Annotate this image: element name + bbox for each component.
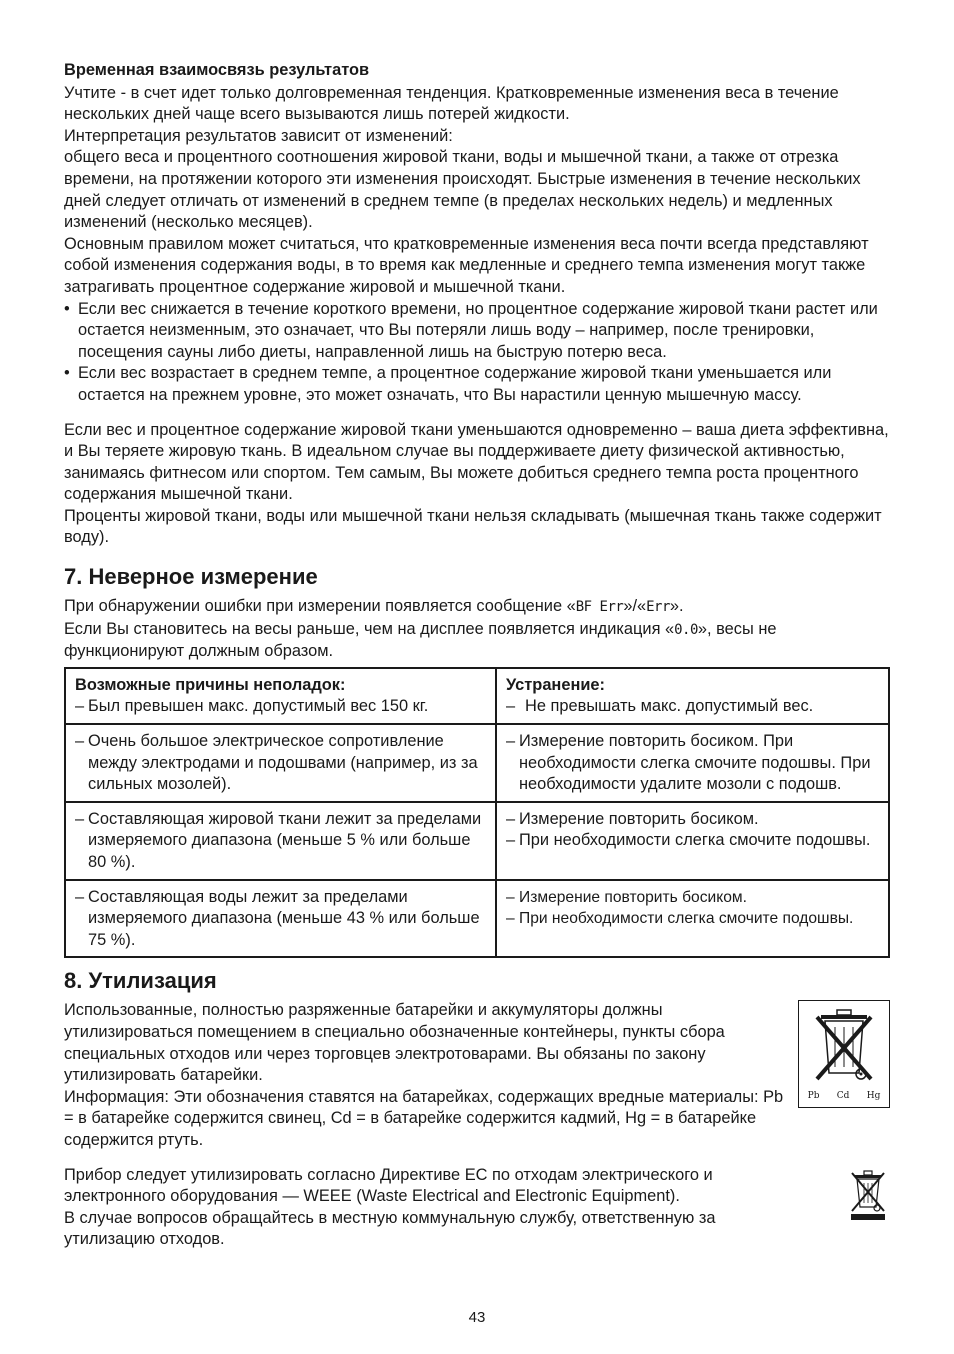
lcd-zero: 0.0: [674, 621, 698, 638]
weee-block: [64, 1165, 890, 1251]
error-message-paragraph: При обнаружении ошибки при измерении появляется сообщение «BF Err»/«Err».: [64, 597, 684, 616]
table-header-fix: Устранение:: [506, 675, 605, 694]
bullet-item: • Если вес снижается в течение короткого времени, но процентное содержание жировой ткани растет или остается неизменным, это означает, что Вы потеряли лишь воду – например, после тренировки, посещения сауны либо диеты, направленной лишь на быструю потерю веса.: [64, 299, 890, 364]
chem-label: Pb: [807, 1091, 820, 1102]
section-8: [64, 968, 890, 1251]
crossed-bin-weee-icon: [848, 1169, 888, 1221]
paragraph: Интерпретация результатов зависит от изменений:: [64, 126, 453, 145]
section-title: 8. Утилизация: [64, 968, 217, 994]
chem-label: Cd: [836, 1091, 850, 1102]
cause-item: – Составляющая воды лежит за пределами измеряемого диапазона (меньше 43 % или больше 75 %).: [75, 887, 487, 952]
paragraph: Прибор следует утилизировать согласно Директиве ЕС по отходам электрического и электронного оборудования — WEEE (Waste Electrical and Electronic Equipment).: [64, 1165, 713, 1206]
fix-item: – Измерение повторить босиком.: [506, 809, 880, 831]
weee-text-column: [64, 1165, 784, 1251]
cause-item: – Очень большое электрическое сопротивление между электродами и подошвами (например, из за сильных мозолей).: [75, 731, 487, 796]
section-title: 7. Неверное измерение: [64, 564, 318, 590]
lcd-bf-err: BF Err: [575, 599, 624, 616]
page-number: 43: [468, 1309, 486, 1326]
paragraph: Основным правилом может считаться, что кратковременные изменения веса почти всегда представляют собой изменения содержания воды, в то время как медленные и среднего темпа изменения могут также затрагивать процентное содержание жировой и мышечной ткани.: [64, 234, 869, 296]
chem-labels: [799, 1091, 889, 1101]
paragraph: общего веса и процентного соотношения жировой ткани, воды и мышечной ткани, а также от отрезка времени, на протяжении которого эти изменения происходят. Быстрые изменения в течение нескольких дней следует отличать от изменений в среднем темпе (в пределах нескольких недель) и медленных изменений (несколько месяцев).: [64, 148, 861, 232]
paragraph: Учтите - в счет идет только долговременная тенденция. Кратковременные изменения веса в течение нескольких дней чаще всего вызываются лишь потерей жидкости.: [64, 83, 839, 124]
crossed-bin-battery-icon: [798, 1000, 890, 1108]
table-row: [65, 880, 889, 958]
subheading-temporal: Временная взаимосвязь результатов: [64, 61, 370, 79]
manual-page: [64, 60, 890, 1251]
paragraph: Проценты жировой ткани, воды или мышечной ткани нельзя складывать (мышечная ткань также содержит воду).: [64, 506, 882, 547]
table-cell: [65, 724, 496, 802]
paragraph: В случае вопросов обращайтесь в местную коммунальную службу, ответственную за утилизацию отходов.: [64, 1208, 716, 1249]
table-cell: [496, 668, 889, 724]
fix-item: – При необходимости слегка смочите подошвы.: [506, 908, 880, 930]
table-cell: [496, 724, 889, 802]
fix-item: – Измерение повторить босиком.: [506, 887, 880, 909]
chem-label: Hg: [866, 1091, 881, 1102]
table-cell: [65, 880, 496, 958]
paragraph: Если вес и процентное содержание жировой ткани уменьшаются одновременно – ваша диета эффективна, и Вы теряете жировую ткань. В идеальном случае вы поддерживаете диету физической активностью, занимаясь фитнесом или спортом. Тем самым, Вы можете добиться среднего темпа роста процентного содержания мышечной ткани.: [64, 420, 889, 504]
table-cell: [65, 668, 496, 724]
paragraph: Информация: Эти обозначения ставятся на батарейках, содержащих вредные материалы: Pb = в батарейке содержится свинец, Cd = в батарейке содержится кадмий, Hg = в батарейке содержится ртуть.: [64, 1087, 784, 1149]
early-step-paragraph: Если Вы становитесь на весы раньше, чем на дисплее появляется индикация «0.0», весы не функционируют должным образом.: [64, 619, 777, 661]
table-cell: [496, 802, 889, 880]
table-header-cause: Возможные причины неполадок:: [75, 675, 346, 694]
cause-item: – Составляющая жировой ткани лежит за пределами измеряемого диапазона (меньше 5 % или больше 80 %).: [75, 809, 487, 874]
fix-item: – Не превышать макс. допустимый вес.: [506, 696, 880, 718]
battery-block: [64, 1000, 890, 1151]
table-cell: [65, 802, 496, 880]
table-row: [65, 668, 889, 724]
section-temporal: [64, 60, 890, 549]
bullet-item: • Если вес возрастает в среднем темпе, а процентное содержание жировой ткани уменьшается или остается на прежнем уровне, это может означать, что Вы нарастили ценную мышечную массу.: [64, 363, 890, 406]
fix-item: – При необходимости слегка смочите подошвы.: [506, 830, 880, 852]
table-row: [65, 802, 889, 880]
table-row: [65, 724, 889, 802]
fix-item: – Измерение повторить босиком. При необходимости слегка смочите подошвы. При необходимости удалите мозоли с подошв.: [506, 731, 880, 796]
troubleshooting-table: [64, 667, 890, 959]
battery-text-column: [64, 1000, 784, 1151]
cause-item: – Был превышен макс. допустимый вес 150 кг.: [75, 696, 487, 718]
lcd-err: Err: [646, 599, 670, 616]
table-cell: [496, 880, 889, 958]
section-7: [64, 564, 890, 958]
paragraph: Использованные, полностью разряженные батарейки и аккумуляторы должны утилизироваться помещением в специально обозначенные контейнеры, пункты сбора специальных отходов или через торговцев электротоварами. Вы обязаны по закону утилизировать батарейки.: [64, 1001, 725, 1085]
